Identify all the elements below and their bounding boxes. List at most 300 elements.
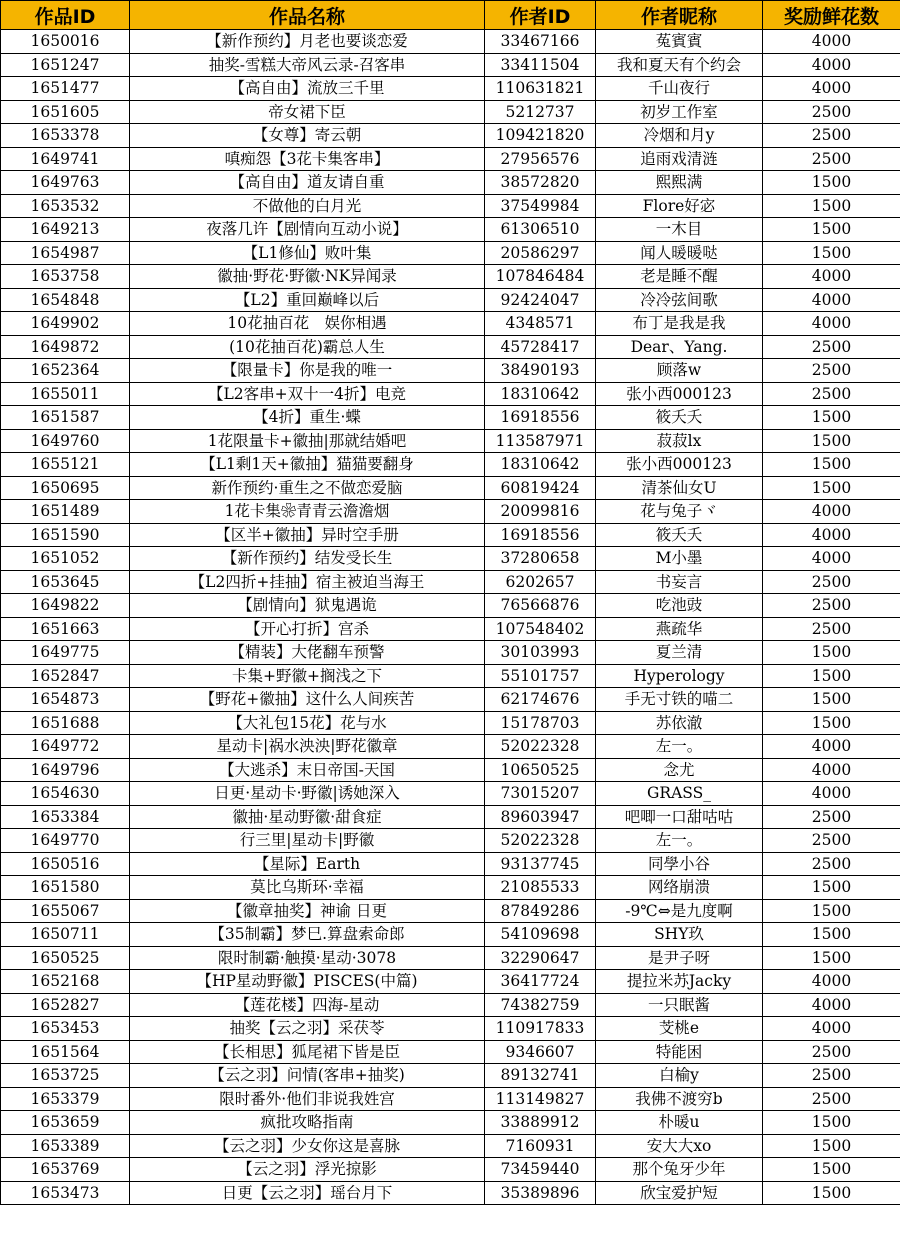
table-row: [1, 664, 900, 688]
cell-work-id: 1650525: [1, 946, 130, 970]
cell-author-id: 18310642: [485, 453, 596, 477]
cell-flower-reward: 1500: [763, 1158, 900, 1182]
cell-author-nickname: 张小西000123: [596, 453, 763, 477]
cell-author-nickname: 那个兔牙少年: [596, 1158, 763, 1182]
table-row: [1, 453, 900, 477]
table-row: [1, 594, 900, 618]
cell-work-title: 【区半+徽抽】异时空手册: [130, 523, 485, 547]
cell-work-title: 【开心打折】宫杀: [130, 617, 485, 641]
cell-author-id: 107846484: [485, 265, 596, 289]
cell-work-title: 【新作预约】月老也要谈恋爱: [130, 30, 485, 54]
cell-flower-reward: 2500: [763, 382, 900, 406]
table-row: [1, 1111, 900, 1135]
cell-author-id: 20586297: [485, 241, 596, 265]
cell-author-nickname: 初岁工作室: [596, 100, 763, 124]
cell-author-nickname: 张小西000123: [596, 382, 763, 406]
table-row: [1, 265, 900, 289]
cell-author-nickname: Hyperology: [596, 664, 763, 688]
cell-author-nickname: 筱夭夭: [596, 523, 763, 547]
cell-work-title: 日更【云之羽】瑶台月下: [130, 1181, 485, 1205]
cell-work-title: 【大逃杀】末日帝国-天国: [130, 758, 485, 782]
cell-work-id: 1649213: [1, 218, 130, 242]
cell-work-title: 【新作预约】结发受长生: [130, 547, 485, 571]
cell-work-id: 1653532: [1, 194, 130, 218]
cell-work-id: 1653659: [1, 1111, 130, 1135]
table-row: [1, 970, 900, 994]
cell-work-title: 【L1修仙】败叶集: [130, 241, 485, 265]
cell-author-nickname: 菟賓賓: [596, 30, 763, 54]
cell-flower-reward: 4000: [763, 782, 900, 806]
table-row: [1, 1158, 900, 1182]
cell-work-id: 1650695: [1, 476, 130, 500]
cell-author-id: 55101757: [485, 664, 596, 688]
cell-work-id: 1651587: [1, 406, 130, 430]
cell-author-id: 110917833: [485, 1017, 596, 1041]
cell-author-nickname: 冷冷弦间歌: [596, 288, 763, 312]
cell-work-title: (10花抽百花)霸总人生: [130, 335, 485, 359]
cell-author-id: 38490193: [485, 359, 596, 383]
cell-flower-reward: 2500: [763, 617, 900, 641]
cell-work-title: 星动卡|祸水泱泱|野花徽章: [130, 735, 485, 759]
cell-work-title: 【云之羽】浮光掠影: [130, 1158, 485, 1182]
table-row: [1, 641, 900, 665]
cell-flower-reward: 4000: [763, 53, 900, 77]
cell-author-nickname: 是尹子呀: [596, 946, 763, 970]
cell-flower-reward: 2500: [763, 852, 900, 876]
cell-author-nickname: 左一。: [596, 829, 763, 853]
cell-author-id: 10650525: [485, 758, 596, 782]
cell-flower-reward: 2500: [763, 829, 900, 853]
table-row: [1, 782, 900, 806]
cell-work-id: 1652168: [1, 970, 130, 994]
cell-author-id: 20099816: [485, 500, 596, 524]
cell-author-nickname: SHY玖: [596, 923, 763, 947]
table-row: [1, 688, 900, 712]
cell-flower-reward: 2500: [763, 124, 900, 148]
table-row: [1, 406, 900, 430]
cell-author-nickname: 白榆y: [596, 1064, 763, 1088]
cell-work-id: 1653453: [1, 1017, 130, 1041]
cell-work-title: 【4折】重生·蝶: [130, 406, 485, 430]
cell-author-nickname: 燕疏华: [596, 617, 763, 641]
cell-author-id: 74382759: [485, 993, 596, 1017]
table-row: [1, 147, 900, 171]
cell-author-id: 33889912: [485, 1111, 596, 1135]
table-row: [1, 993, 900, 1017]
cell-work-title: 徽抽·星动野徽·甜食症: [130, 805, 485, 829]
cell-work-title: 嗔痴怨【3花卡集客串】: [130, 147, 485, 171]
cell-author-nickname: 同學小谷: [596, 852, 763, 876]
cell-flower-reward: 1500: [763, 664, 900, 688]
cell-work-id: 1651590: [1, 523, 130, 547]
cell-work-title: 【精装】大佬翻车预警: [130, 641, 485, 665]
cell-flower-reward: 2500: [763, 1064, 900, 1088]
cell-work-id: 1651247: [1, 53, 130, 77]
cell-author-id: 32290647: [485, 946, 596, 970]
table-row: [1, 852, 900, 876]
cell-flower-reward: 4000: [763, 970, 900, 994]
cell-work-id: 1650516: [1, 852, 130, 876]
cell-work-title: 【莲花楼】四海-星动: [130, 993, 485, 1017]
cell-work-id: 1651489: [1, 500, 130, 524]
cell-flower-reward: 4000: [763, 523, 900, 547]
cell-author-id: 52022328: [485, 735, 596, 759]
cell-work-id: 1649775: [1, 641, 130, 665]
cell-flower-reward: 1500: [763, 1181, 900, 1205]
cell-flower-reward: 1500: [763, 688, 900, 712]
cell-work-title: 夜落几许【剧情向互动小说】: [130, 218, 485, 242]
header-author-id: 作者ID: [485, 1, 596, 30]
cell-work-title: 【星际】Earth: [130, 852, 485, 876]
table-row: [1, 241, 900, 265]
cell-work-id: 1649822: [1, 594, 130, 618]
cell-work-title: 【野花+徽抽】这什么人间疾苦: [130, 688, 485, 712]
cell-author-id: 33467166: [485, 30, 596, 54]
cell-flower-reward: 4000: [763, 735, 900, 759]
cell-flower-reward: 2500: [763, 359, 900, 383]
cell-work-id: 1651052: [1, 547, 130, 571]
cell-author-nickname: 菽菽lx: [596, 429, 763, 453]
table-row: [1, 288, 900, 312]
cell-author-id: 62174676: [485, 688, 596, 712]
cell-flower-reward: 1500: [763, 171, 900, 195]
cell-work-title: 【剧情向】狱鬼遇诡: [130, 594, 485, 618]
cell-work-id: 1655121: [1, 453, 130, 477]
table-row: [1, 1040, 900, 1064]
cell-work-id: 1655011: [1, 382, 130, 406]
cell-flower-reward: 4000: [763, 30, 900, 54]
cell-author-id: 89603947: [485, 805, 596, 829]
cell-work-id: 1653378: [1, 124, 130, 148]
cell-flower-reward: 1500: [763, 429, 900, 453]
cell-work-id: 1653725: [1, 1064, 130, 1088]
cell-author-nickname: 夏兰清: [596, 641, 763, 665]
cell-work-id: 1652847: [1, 664, 130, 688]
cell-work-id: 1649872: [1, 335, 130, 359]
table-row: [1, 923, 900, 947]
cell-work-title: 行三里|星动卡|野徽: [130, 829, 485, 853]
table-row: [1, 899, 900, 923]
cell-flower-reward: 1500: [763, 194, 900, 218]
cell-flower-reward: 1500: [763, 923, 900, 947]
cell-author-id: 76566876: [485, 594, 596, 618]
cell-author-id: 15178703: [485, 711, 596, 735]
cell-work-title: 【限量卡】你是我的唯一: [130, 359, 485, 383]
header-work-id: 作品ID: [1, 1, 130, 30]
cell-author-id: 73015207: [485, 782, 596, 806]
cell-flower-reward: 2500: [763, 805, 900, 829]
cell-author-nickname: 布丁是我是我: [596, 312, 763, 336]
cell-author-id: 4348571: [485, 312, 596, 336]
cell-flower-reward: 4000: [763, 77, 900, 101]
cell-author-id: 27956576: [485, 147, 596, 171]
cell-work-title: 【35制霸】梦巳.算盘索命郎: [130, 923, 485, 947]
cell-author-id: 21085533: [485, 876, 596, 900]
table-row: [1, 1017, 900, 1041]
cell-flower-reward: 1500: [763, 946, 900, 970]
cell-work-id: 1649760: [1, 429, 130, 453]
cell-work-title: 1花卡集❀青青云澹澹烟: [130, 500, 485, 524]
cell-work-title: 【L2】重回巅峰以后: [130, 288, 485, 312]
table-row: [1, 335, 900, 359]
cell-work-title: 【女尊】寄云朝: [130, 124, 485, 148]
table-row: [1, 500, 900, 524]
cell-author-id: 38572820: [485, 171, 596, 195]
cell-work-title: 卡集+野徽+搁浅之下: [130, 664, 485, 688]
cell-author-id: 113587971: [485, 429, 596, 453]
cell-work-title: 【云之羽】问情(客串+抽奖): [130, 1064, 485, 1088]
cell-author-nickname: 我佛不渡穷b: [596, 1087, 763, 1111]
cell-work-title: 疯批攻略指南: [130, 1111, 485, 1135]
cell-work-id: 1649763: [1, 171, 130, 195]
table-row: [1, 53, 900, 77]
cell-author-nickname: 提拉米苏Jacky: [596, 970, 763, 994]
table-row: [1, 1134, 900, 1158]
cell-flower-reward: 1500: [763, 476, 900, 500]
cell-author-nickname: 左一。: [596, 735, 763, 759]
cell-work-id: 1649770: [1, 829, 130, 853]
cell-author-id: 61306510: [485, 218, 596, 242]
cell-work-title: 不做他的白月光: [130, 194, 485, 218]
table-row: [1, 829, 900, 853]
table-row: [1, 617, 900, 641]
cell-author-nickname: 芠桃e: [596, 1017, 763, 1041]
cell-work-id: 1654987: [1, 241, 130, 265]
cell-author-nickname: 筱夭夭: [596, 406, 763, 430]
cell-author-id: 73459440: [485, 1158, 596, 1182]
cell-author-id: 36417724: [485, 970, 596, 994]
cell-flower-reward: 4000: [763, 993, 900, 1017]
cell-work-title: 【大礼包15花】花与水: [130, 711, 485, 735]
cell-flower-reward: 2500: [763, 335, 900, 359]
cell-author-id: 9346607: [485, 1040, 596, 1064]
cell-author-nickname: 熙熙满: [596, 171, 763, 195]
cell-flower-reward: 4000: [763, 1017, 900, 1041]
cell-author-nickname: 欣宝爱护短: [596, 1181, 763, 1205]
cell-work-title: 抽奖【云之羽】采茯苓: [130, 1017, 485, 1041]
cell-author-nickname: 苏依澈: [596, 711, 763, 735]
cell-flower-reward: 1500: [763, 218, 900, 242]
cell-author-nickname: 安大大xo: [596, 1134, 763, 1158]
cell-author-nickname: 朴暖u: [596, 1111, 763, 1135]
table-row: [1, 359, 900, 383]
table-row: [1, 805, 900, 829]
table-row: [1, 547, 900, 571]
cell-work-id: 1653389: [1, 1134, 130, 1158]
cell-author-nickname: 吃池豉: [596, 594, 763, 618]
cell-flower-reward: 4000: [763, 312, 900, 336]
cell-author-nickname: 吧唧一口甜咕咕: [596, 805, 763, 829]
cell-flower-reward: 2500: [763, 1087, 900, 1111]
cell-work-id: 1651564: [1, 1040, 130, 1064]
cell-author-nickname: GRASS_: [596, 782, 763, 806]
cell-work-id: 1651605: [1, 100, 130, 124]
cell-work-id: 1653379: [1, 1087, 130, 1111]
cell-work-title: 【徽章抽奖】神谕 日更: [130, 899, 485, 923]
cell-work-id: 1653384: [1, 805, 130, 829]
table-row: [1, 429, 900, 453]
cell-author-id: 6202657: [485, 570, 596, 594]
cell-flower-reward: 1500: [763, 406, 900, 430]
table-row: [1, 570, 900, 594]
table-row: [1, 77, 900, 101]
cell-author-nickname: 念尤: [596, 758, 763, 782]
cell-work-id: 1649902: [1, 312, 130, 336]
cell-author-nickname: Dear、Yang.: [596, 335, 763, 359]
cell-work-title: 限时番外·他们非说我姓宫: [130, 1087, 485, 1111]
cell-flower-reward: 1500: [763, 1111, 900, 1135]
cell-work-title: 1花限量卡+徽抽|那就结婚吧: [130, 429, 485, 453]
cell-flower-reward: 2500: [763, 594, 900, 618]
cell-flower-reward: 4000: [763, 547, 900, 571]
cell-flower-reward: 2500: [763, 1040, 900, 1064]
cell-author-nickname: M小墨: [596, 547, 763, 571]
cell-author-id: 113149827: [485, 1087, 596, 1111]
cell-work-title: 新作预约·重生之不做恋爱脑: [130, 476, 485, 500]
cell-flower-reward: 4000: [763, 265, 900, 289]
cell-author-nickname: 手无寸铁的喵二: [596, 688, 763, 712]
cell-work-title: 【L2四折+挂抽】宿主被迫当海王: [130, 570, 485, 594]
cell-work-id: 1649741: [1, 147, 130, 171]
table-row: [1, 312, 900, 336]
cell-work-id: 1653758: [1, 265, 130, 289]
cell-author-nickname: 闻人暖暖哒: [596, 241, 763, 265]
cell-author-id: 52022328: [485, 829, 596, 853]
cell-flower-reward: 2500: [763, 570, 900, 594]
cell-work-title: 限时制霸·触摸·星动·3078: [130, 946, 485, 970]
cell-work-id: 1649772: [1, 735, 130, 759]
cell-work-id: 1654873: [1, 688, 130, 712]
cell-work-id: 1654630: [1, 782, 130, 806]
cell-flower-reward: 1500: [763, 876, 900, 900]
cell-author-id: 54109698: [485, 923, 596, 947]
table-row: [1, 946, 900, 970]
cell-work-id: 1653769: [1, 1158, 130, 1182]
cell-author-id: 33411504: [485, 53, 596, 77]
cell-author-nickname: Flore好宓: [596, 194, 763, 218]
cell-flower-reward: 4000: [763, 288, 900, 312]
cell-flower-reward: 2500: [763, 100, 900, 124]
table-row: [1, 476, 900, 500]
table-row: [1, 124, 900, 148]
cell-work-title: 帝女裙下臣: [130, 100, 485, 124]
cell-work-title: 徽抽·野花·野徽·NK异闻录: [130, 265, 485, 289]
table-row: [1, 382, 900, 406]
cell-work-title: 莫比乌斯环·幸福: [130, 876, 485, 900]
cell-flower-reward: 4000: [763, 758, 900, 782]
cell-flower-reward: 1500: [763, 641, 900, 665]
cell-author-id: 89132741: [485, 1064, 596, 1088]
cell-author-nickname: -9℃⇔是九度啊: [596, 899, 763, 923]
cell-flower-reward: 1500: [763, 453, 900, 477]
cell-author-nickname: 一只眠酱: [596, 993, 763, 1017]
cell-author-id: 37280658: [485, 547, 596, 571]
cell-author-nickname: 花与兔子ヾ: [596, 500, 763, 524]
cell-work-id: 1649796: [1, 758, 130, 782]
cell-author-nickname: 老是睡不醒: [596, 265, 763, 289]
table-row: [1, 194, 900, 218]
cell-author-nickname: 千山夜行: [596, 77, 763, 101]
table-row: [1, 1087, 900, 1111]
cell-author-nickname: 冷烟和月y: [596, 124, 763, 148]
header-author-nickname: 作者昵称: [596, 1, 763, 30]
cell-author-nickname: 特能困: [596, 1040, 763, 1064]
cell-work-id: 1653645: [1, 570, 130, 594]
cell-author-id: 60819424: [485, 476, 596, 500]
table-row: [1, 100, 900, 124]
cell-author-nickname: 顾落w: [596, 359, 763, 383]
cell-author-nickname: 我和夏天有个约会: [596, 53, 763, 77]
cell-work-title: 日更·星动卡·野徽|诱她深入: [130, 782, 485, 806]
cell-work-title: 【长相思】狐尾裙下皆是臣: [130, 1040, 485, 1064]
cell-author-nickname: 清茶仙女U: [596, 476, 763, 500]
table-body: [1, 30, 900, 1205]
cell-work-id: 1651663: [1, 617, 130, 641]
cell-author-id: 87849286: [485, 899, 596, 923]
cell-work-title: 抽奖-雪糕大帝风云录-召客串: [130, 53, 485, 77]
cell-work-id: 1650016: [1, 30, 130, 54]
cell-author-nickname: 网络崩溃: [596, 876, 763, 900]
table-row: [1, 876, 900, 900]
cell-author-nickname: 书妄言: [596, 570, 763, 594]
cell-author-id: 30103993: [485, 641, 596, 665]
cell-author-id: 7160931: [485, 1134, 596, 1158]
header-flower-reward: 奖励鲜花数: [763, 1, 900, 30]
table-row: [1, 30, 900, 54]
cell-author-id: 45728417: [485, 335, 596, 359]
cell-author-id: 5212737: [485, 100, 596, 124]
cell-author-id: 18310642: [485, 382, 596, 406]
cell-work-title: 【云之羽】少女你这是喜脉: [130, 1134, 485, 1158]
cell-work-title: 【高自由】流放三千里: [130, 77, 485, 101]
table-row: [1, 1181, 900, 1205]
cell-work-title: 【L1剩1天+徽抽】猫猫要翻身: [130, 453, 485, 477]
cell-author-nickname: 追雨戏清涟: [596, 147, 763, 171]
table-row: [1, 758, 900, 782]
cell-flower-reward: 1500: [763, 899, 900, 923]
cell-work-title: 【L2客串+双十一4折】电竞: [130, 382, 485, 406]
cell-author-id: 93137745: [485, 852, 596, 876]
cell-work-id: 1651580: [1, 876, 130, 900]
cell-flower-reward: 2500: [763, 147, 900, 171]
table-row: [1, 523, 900, 547]
cell-work-id: 1655067: [1, 899, 130, 923]
cell-work-id: 1652827: [1, 993, 130, 1017]
cell-author-id: 92424047: [485, 288, 596, 312]
cell-work-id: 1651477: [1, 77, 130, 101]
cell-work-title: 【高自由】道友请自重: [130, 171, 485, 195]
table-row: [1, 711, 900, 735]
cell-flower-reward: 1500: [763, 241, 900, 265]
header-row: [1, 1, 900, 30]
cell-work-id: 1650711: [1, 923, 130, 947]
cell-work-title: 【HP星动野徽】PISCES(中篇): [130, 970, 485, 994]
table-row: [1, 218, 900, 242]
cell-work-title: 10花抽百花 娱你相遇: [130, 312, 485, 336]
cell-author-id: 16918556: [485, 406, 596, 430]
table-row: [1, 735, 900, 759]
cell-author-id: 110631821: [485, 77, 596, 101]
table-row: [1, 1064, 900, 1088]
cell-author-id: 109421820: [485, 124, 596, 148]
cell-work-id: 1654848: [1, 288, 130, 312]
cell-author-id: 107548402: [485, 617, 596, 641]
cell-work-id: 1652364: [1, 359, 130, 383]
cell-work-id: 1653473: [1, 1181, 130, 1205]
cell-flower-reward: 4000: [763, 500, 900, 524]
table-row: [1, 171, 900, 195]
cell-author-id: 16918556: [485, 523, 596, 547]
